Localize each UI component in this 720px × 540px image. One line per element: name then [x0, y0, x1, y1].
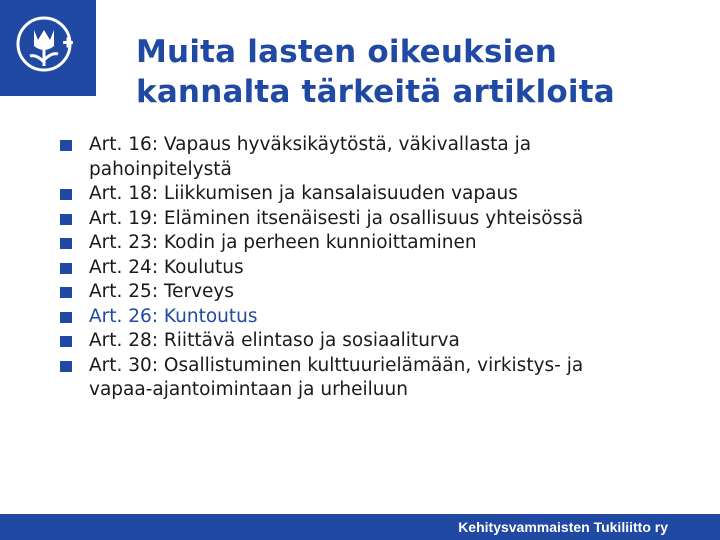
article-item-text: Art. 28: Riittävä elintaso ja sosiaaliturva [89, 330, 460, 351]
square-bullet-icon [60, 361, 72, 372]
slide-title-line-1: Muita lasten oikeuksien [136, 34, 557, 70]
article-item-text: Art. 16: Vapaus hyväksikäytöstä, väkivallasta ja [89, 134, 532, 155]
square-bullet-icon [60, 214, 72, 225]
article-item-25 [60, 280, 700, 305]
logo-box [0, 0, 96, 96]
slide-title-line-2: kannalta tärkeitä artikloita [136, 74, 615, 110]
square-bullet-icon [60, 312, 72, 323]
article-item-30 [60, 354, 700, 403]
square-bullet-icon [60, 263, 72, 274]
square-bullet-icon [60, 287, 72, 298]
square-bullet-icon [60, 238, 72, 249]
square-bullet-icon [60, 336, 72, 347]
square-bullet-icon [60, 140, 72, 151]
article-item-19 [60, 207, 700, 232]
article-item-text: Art. 25: Terveys [89, 281, 234, 302]
article-item-text: Art. 30: Osallistuminen kulttuurielämään, virkistys- ja [89, 354, 584, 376]
article-item-text: Art. 24: Koulutus [89, 256, 244, 278]
slide-title [136, 32, 696, 112]
article-item-24 [60, 256, 700, 281]
article-item-text: Art. 18: Liikkumisen ja kansalaisuuden vapaus [89, 183, 518, 204]
tulip-cross-logo-icon [0, 0, 96, 96]
article-item-23 [60, 231, 700, 256]
article-item-18 [60, 182, 700, 207]
article-item-text: Art. 23: Kodin ja perheen kunnioittaminen [89, 232, 477, 253]
square-bullet-icon [60, 189, 72, 200]
article-item-text: Art. 26: Kuntoutus [89, 305, 258, 327]
footer-org-name: Kehitysvammaisten Tukiliitto ry [458, 519, 668, 535]
article-list [60, 133, 700, 403]
article-item-28 [60, 329, 700, 354]
article-item-text-continued: pahoinpitelystä [89, 158, 232, 180]
article-item-26 [60, 305, 700, 330]
article-item-16 [60, 133, 700, 182]
article-item-text-continued: vapaa-ajantoimintaan ja urheiluun [89, 379, 408, 400]
article-item-text: Art. 19: Eläminen itsenäisesti ja osallisuus yhteisössä [89, 207, 584, 229]
